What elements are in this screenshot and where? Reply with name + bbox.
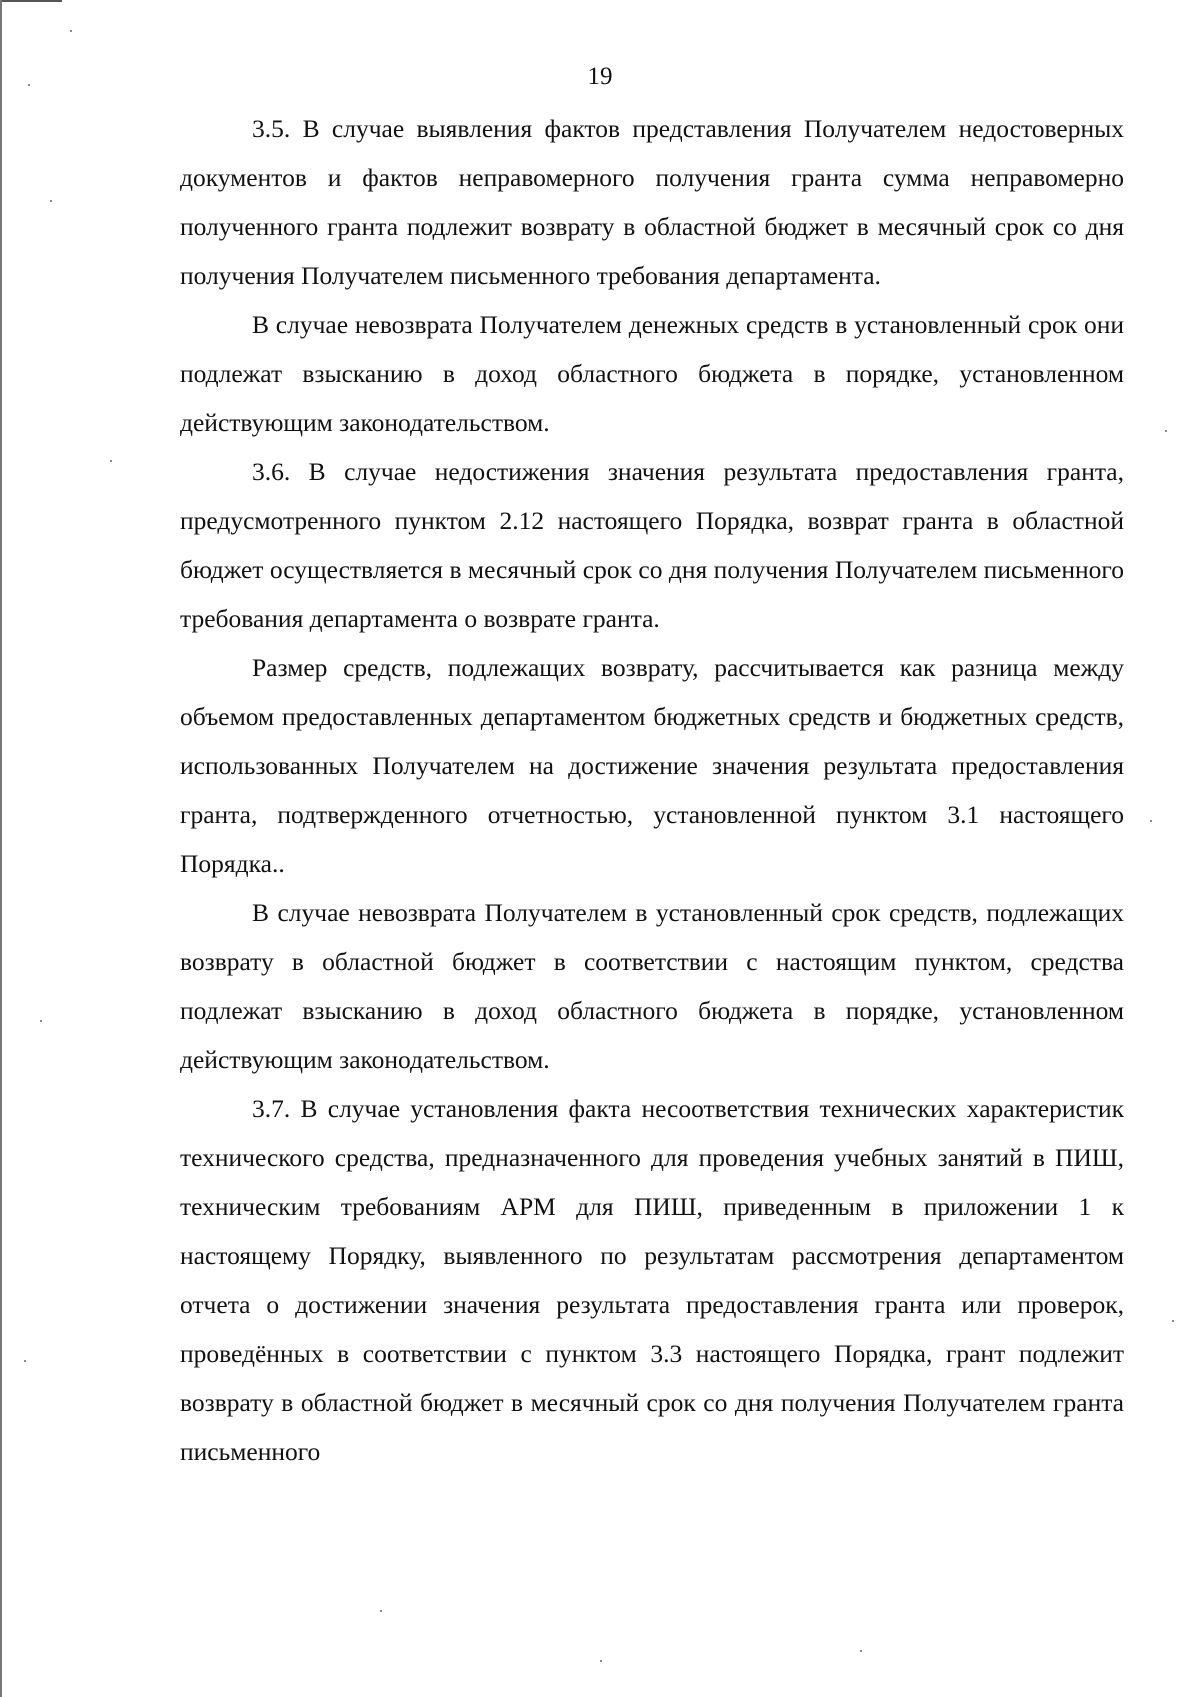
- paragraph-3-6-non-return: В случае невозврата Получателем в установленный срок средств, подлежащих возврату в областной бюджет в соответствии с настоящим пунктом, средства подлежат взысканию в доход областного бюджета в порядке, установленном действующим законодательством.: [180, 898, 1124, 1074]
- scan-speck: [600, 1660, 602, 1662]
- scan-speck: [1150, 820, 1152, 822]
- paragraph-3-5: 3.5. В случае выявления фактов представления Получателем недостоверных документов и фактов неправомерного получения гранта сумма неправомерно полученного гранта подлежит возврату в областной бюджет в месячный срок со дня получения Получателем письменного требования департамента.: [180, 114, 1124, 290]
- scan-speck: [380, 1610, 382, 1612]
- scan-speck: [40, 1020, 42, 1022]
- scan-speck: [24, 1360, 26, 1362]
- scan-speck: [50, 200, 52, 202]
- paragraph-3-6-amount: Размер средств, подлежащих возврату, рассчитывается как разница между объемом предоставленных департаментом бюджетных средств и бюджетных средств, использованных Получателем на достижение значения результата предоставления гранта, подтвержденного отчетностью, установленной пунктом 3.1 настоящего Порядка..: [180, 653, 1124, 878]
- scan-edge-top: [0, 0, 62, 2]
- scan-speck: [70, 30, 72, 32]
- scan-speck: [1165, 430, 1167, 432]
- paragraph-3-7: 3.7. В случае установления факта несоответствия технических характеристик технического средства, предназначенного для проведения учебных занятий в ПИШ, техническим требованиям АРМ для ПИШ, приведенным в приложении 1 к настоящему Порядку, выявленного по результатам рассмотрения департаментом отчета о достижении значения результата предоставления гранта или проверок, проведённых в соответствии с пунктом 3.3 настоящего Порядка, грант подлежит возврату в областной бюджет в месячный срок со дня получения Получателем гранта письменного: [180, 1094, 1124, 1466]
- scan-edge-left: [0, 0, 2, 1697]
- scan-speck: [860, 1650, 862, 1652]
- paragraph-3-5-non-return: В случае невозврата Получателем денежных средств в установленный срок они подлежат взысканию в доход областного бюджета в порядке, установленном действующим законодательством.: [180, 310, 1124, 437]
- document-body: [180, 104, 1124, 1476]
- scan-speck: [110, 460, 112, 462]
- page-number: 19: [587, 63, 613, 90]
- paragraph-3-6: 3.6. В случае недостижения значения результата предоставления гранта, предусмотренного пунктом 2.12 настоящего Порядка, возврат гранта в областной бюджет осуществляется в месячный срок со дня получения Получателем письменного требования департамента о возврате гранта.: [180, 457, 1124, 633]
- scan-speck: [28, 84, 30, 86]
- scan-speck: [1172, 1320, 1174, 1322]
